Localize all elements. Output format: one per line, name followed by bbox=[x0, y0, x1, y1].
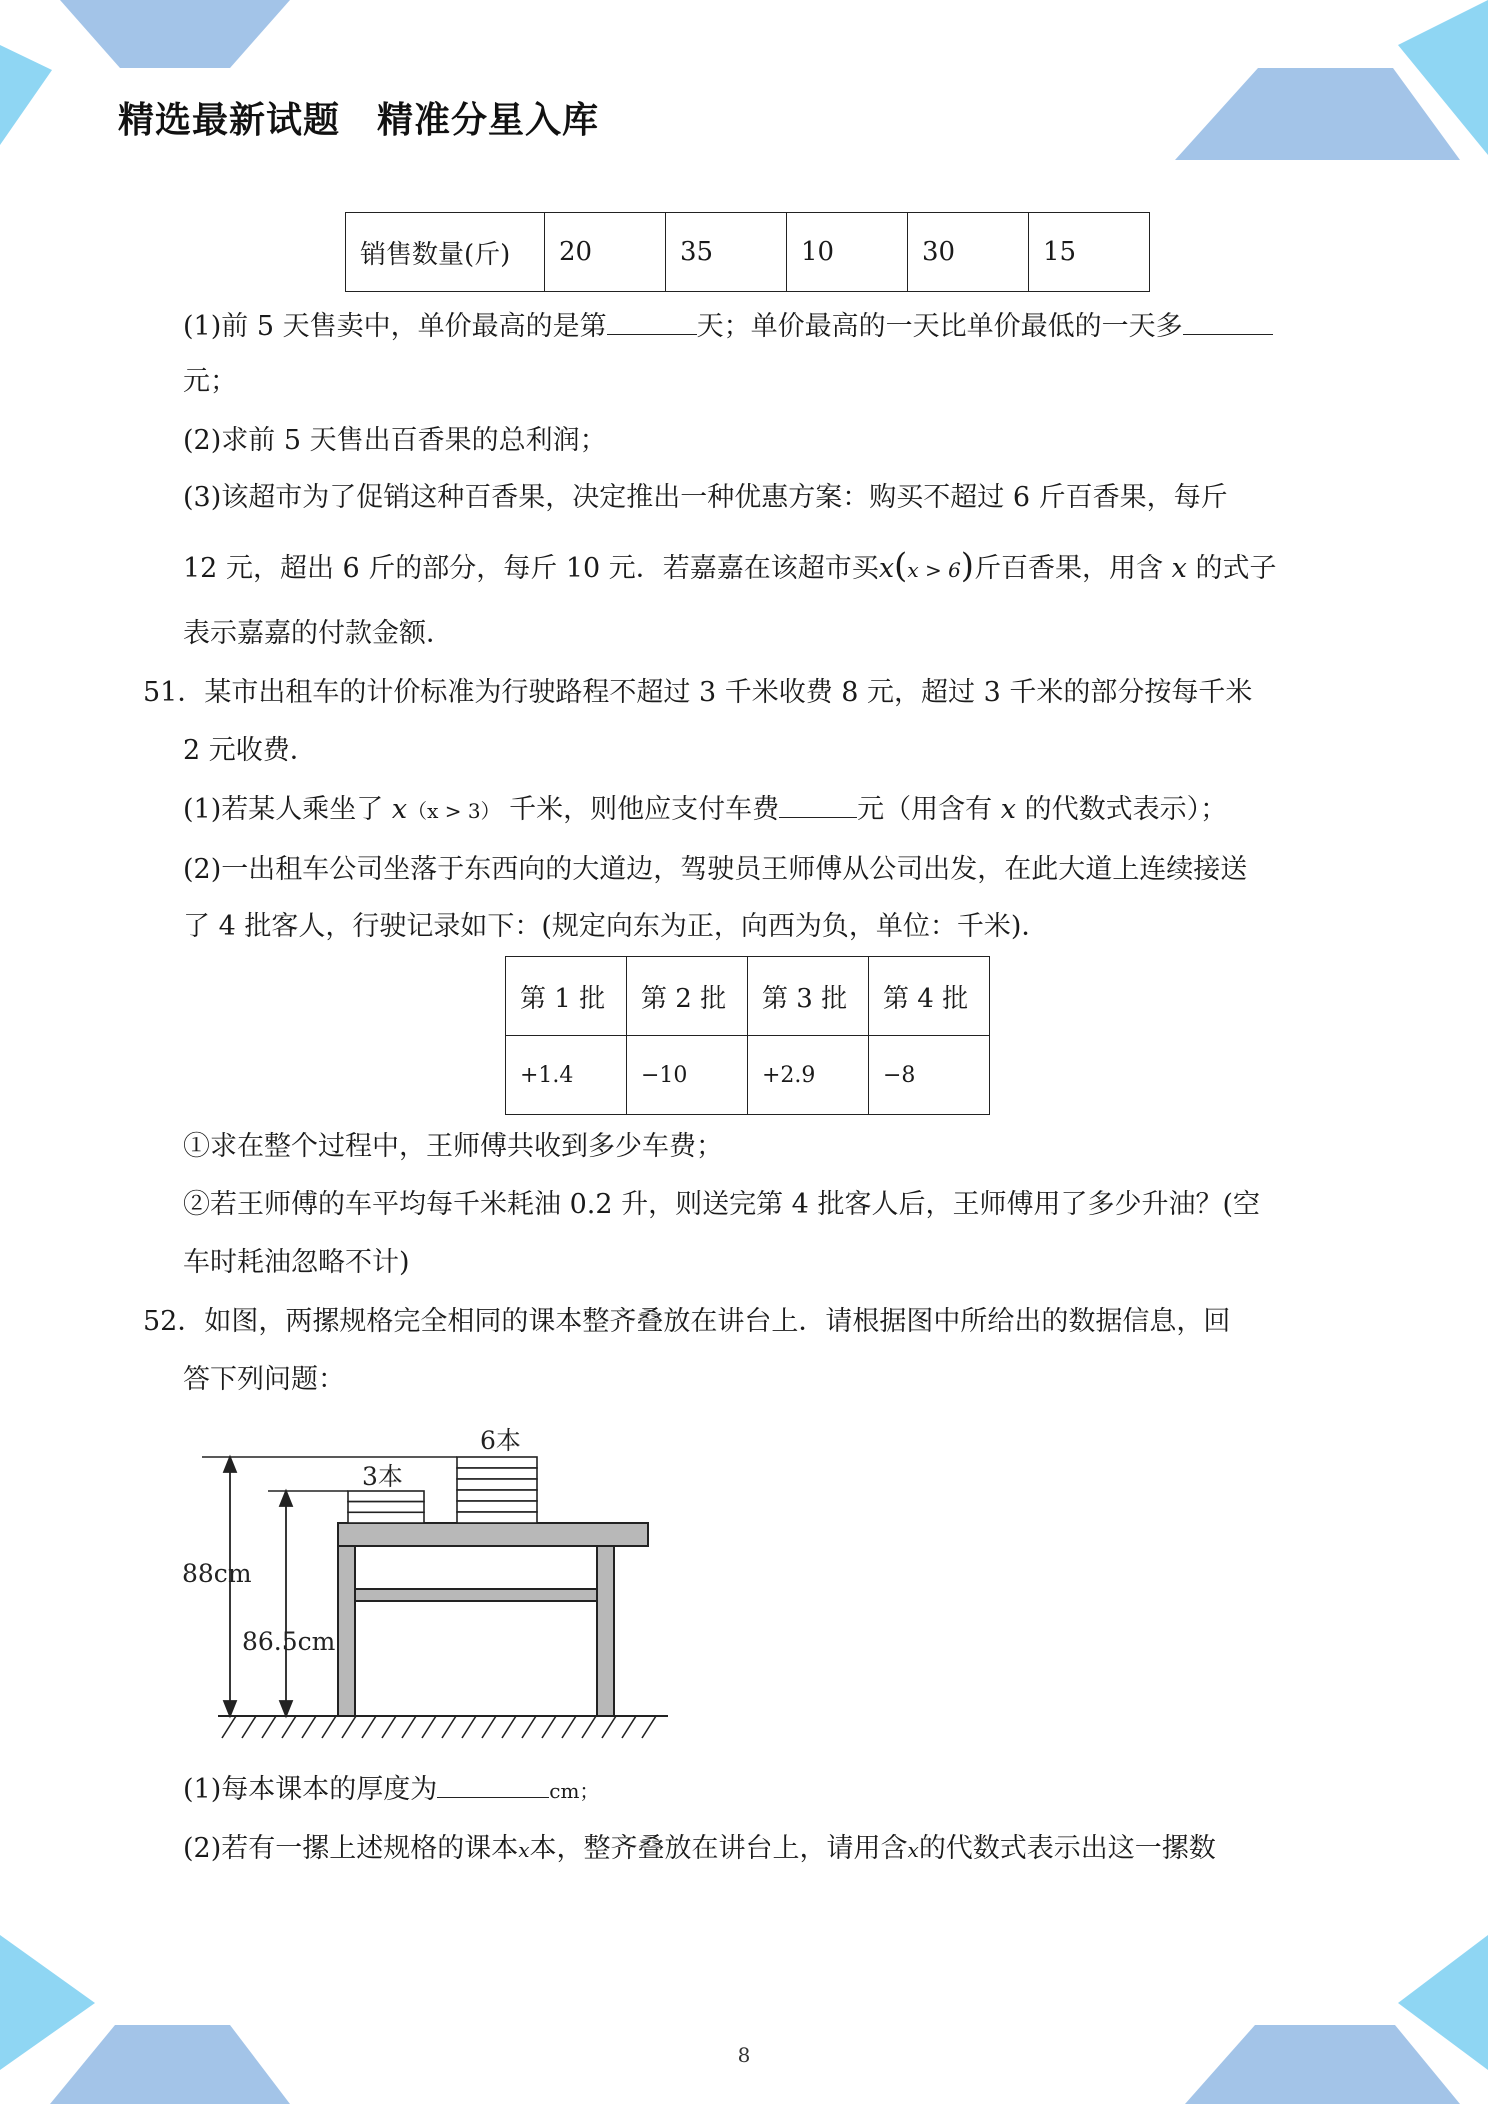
table-header: 第 4 批 bbox=[869, 957, 990, 1036]
q51-sub1: ①求在整个过程中，王师傅共收到多少车费； bbox=[183, 1131, 723, 1162]
text: (1)若某人乘坐了 bbox=[183, 794, 384, 825]
q51-sub2-cont: 车时耗油忽略不计) bbox=[183, 1247, 410, 1278]
top-left-trapezoid bbox=[60, 0, 290, 68]
q50-part3: (3)该超市为了促销这种百香果，决定推出一种优惠方案：购买不超过 6 斤百香果，每斤 bbox=[183, 482, 1228, 513]
trip-table bbox=[505, 956, 990, 1115]
table-row bbox=[506, 1036, 990, 1115]
q51-part2-cont: 了 4 批客人，行驶记录如下：(规定向东为正，向西为负，单位：千米)． bbox=[183, 911, 1049, 942]
text: 元（用含有 bbox=[857, 794, 993, 825]
text: 的代数式表示）； bbox=[1024, 794, 1228, 825]
text: 天；单价最高的一天比单价最低的一天多 bbox=[696, 311, 1183, 342]
table-row bbox=[346, 213, 1150, 292]
math-condition: x > 6 bbox=[907, 558, 961, 582]
desk-top bbox=[338, 1523, 648, 1546]
table-header: 第 3 批 bbox=[748, 957, 869, 1036]
q51-part1 bbox=[183, 790, 1227, 831]
math-var: x bbox=[391, 794, 408, 825]
table-cell: +1.4 bbox=[506, 1036, 627, 1115]
q50-part1 bbox=[183, 307, 1273, 347]
book-stack-6 bbox=[457, 1457, 537, 1523]
q52-part1 bbox=[183, 1770, 599, 1811]
desk-leg-right bbox=[597, 1546, 614, 1716]
q51-sub2: ②若王师傅的车平均每千米耗油 0.2 升，则送完第 4 批客人后，王师傅用了多少升油？(空 bbox=[183, 1189, 1260, 1220]
q52-part2 bbox=[183, 1829, 1216, 1870]
q52-stem: 52．如图，两摞规格完全相同的课本整齐叠放在讲台上．请根据图中所给出的数据信息，回 bbox=[143, 1306, 1231, 1337]
top-right-trapezoid bbox=[1175, 68, 1460, 160]
desk-figure bbox=[150, 1405, 680, 1755]
header-title: 精选最新试题 精准分星入库 bbox=[118, 100, 600, 141]
text: 斤百香果，用含 bbox=[974, 553, 1164, 584]
q50-part3-line2 bbox=[183, 546, 1276, 590]
text: 本，整齐叠放在讲台上，请用含 bbox=[529, 1833, 908, 1864]
desk-crossbar bbox=[355, 1589, 597, 1601]
q51-stem-cont: 2 元收费． bbox=[183, 735, 317, 766]
label-6-books: 6本 bbox=[480, 1426, 521, 1455]
desk-leg-left bbox=[338, 1546, 355, 1716]
label-88cm: 88cm bbox=[182, 1559, 252, 1588]
text: (2)若有一摞上述规格的课本 bbox=[183, 1833, 519, 1864]
arrow-86-5cm bbox=[280, 1491, 292, 1716]
math-var: x bbox=[518, 1838, 530, 1862]
q51-stem: 51．某市出租车的计价标准为行驶路程不超过 3 千米收费 8 元，超过 3 千米的部分按每千米 bbox=[143, 677, 1253, 708]
table-cell: 10 bbox=[787, 213, 908, 292]
paren: ) bbox=[960, 546, 975, 586]
answer-blank[interactable] bbox=[779, 791, 857, 818]
table-header-row bbox=[506, 957, 990, 1036]
paren: ( bbox=[894, 546, 908, 586]
label-3-books: 3本 bbox=[362, 1462, 403, 1491]
text: 的代数式表示出这一摞数 bbox=[918, 1833, 1216, 1864]
q50-part1-cont: 元； bbox=[183, 366, 237, 397]
sales-table bbox=[345, 212, 1150, 292]
q50-part3-line3: 表示嘉嘉的付款金额． bbox=[183, 618, 453, 649]
math-condition: （x > 3） bbox=[407, 799, 501, 823]
table-cell: −8 bbox=[869, 1036, 990, 1115]
table-cell: 35 bbox=[666, 213, 787, 292]
table-cell: 15 bbox=[1029, 213, 1150, 292]
table-cell: −10 bbox=[627, 1036, 748, 1115]
text: 的式子 bbox=[1195, 553, 1277, 584]
table-header: 第 2 批 bbox=[627, 957, 748, 1036]
answer-blank[interactable] bbox=[1183, 308, 1273, 335]
table-cell: +2.9 bbox=[748, 1036, 869, 1115]
answer-blank[interactable] bbox=[607, 308, 697, 335]
q52-stem-cont: 答下列问题： bbox=[183, 1364, 345, 1395]
top-left-triangle bbox=[0, 45, 52, 145]
text: (1)每本课本的厚度为 bbox=[183, 1774, 438, 1805]
math-var: x bbox=[1171, 553, 1187, 584]
table-cell: 30 bbox=[908, 213, 1029, 292]
text: 千米，则他应支付车费 bbox=[509, 794, 780, 825]
sales-label-cell: 销售数量(斤) bbox=[346, 213, 545, 292]
table-header: 第 1 批 bbox=[506, 957, 627, 1036]
q51-part2: (2)一出租车公司坐落于东西向的大道边，驾驶员王师傅从公司出发，在此大道上连续接送 bbox=[183, 854, 1248, 885]
text: 12 元，超出 6 斤的部分，每斤 10 元．若嘉嘉在该超市买 bbox=[183, 553, 879, 584]
text: cm； bbox=[549, 1779, 600, 1803]
table-cell: 20 bbox=[545, 213, 666, 292]
floor-hatch bbox=[222, 1716, 656, 1738]
answer-blank[interactable] bbox=[437, 1771, 549, 1798]
book-stack-3 bbox=[348, 1491, 424, 1523]
page-number: 8 bbox=[737, 2043, 751, 2067]
math-var: x bbox=[878, 553, 895, 584]
math-var: x bbox=[907, 1838, 919, 1862]
q50-part2: (2)求前 5 天售出百香果的总利润； bbox=[183, 425, 607, 456]
math-var: x bbox=[1000, 794, 1016, 825]
text: (1)前 5 天售卖中，单价最高的是第 bbox=[183, 311, 607, 342]
label-86-5cm: 86.5cm bbox=[242, 1627, 336, 1656]
